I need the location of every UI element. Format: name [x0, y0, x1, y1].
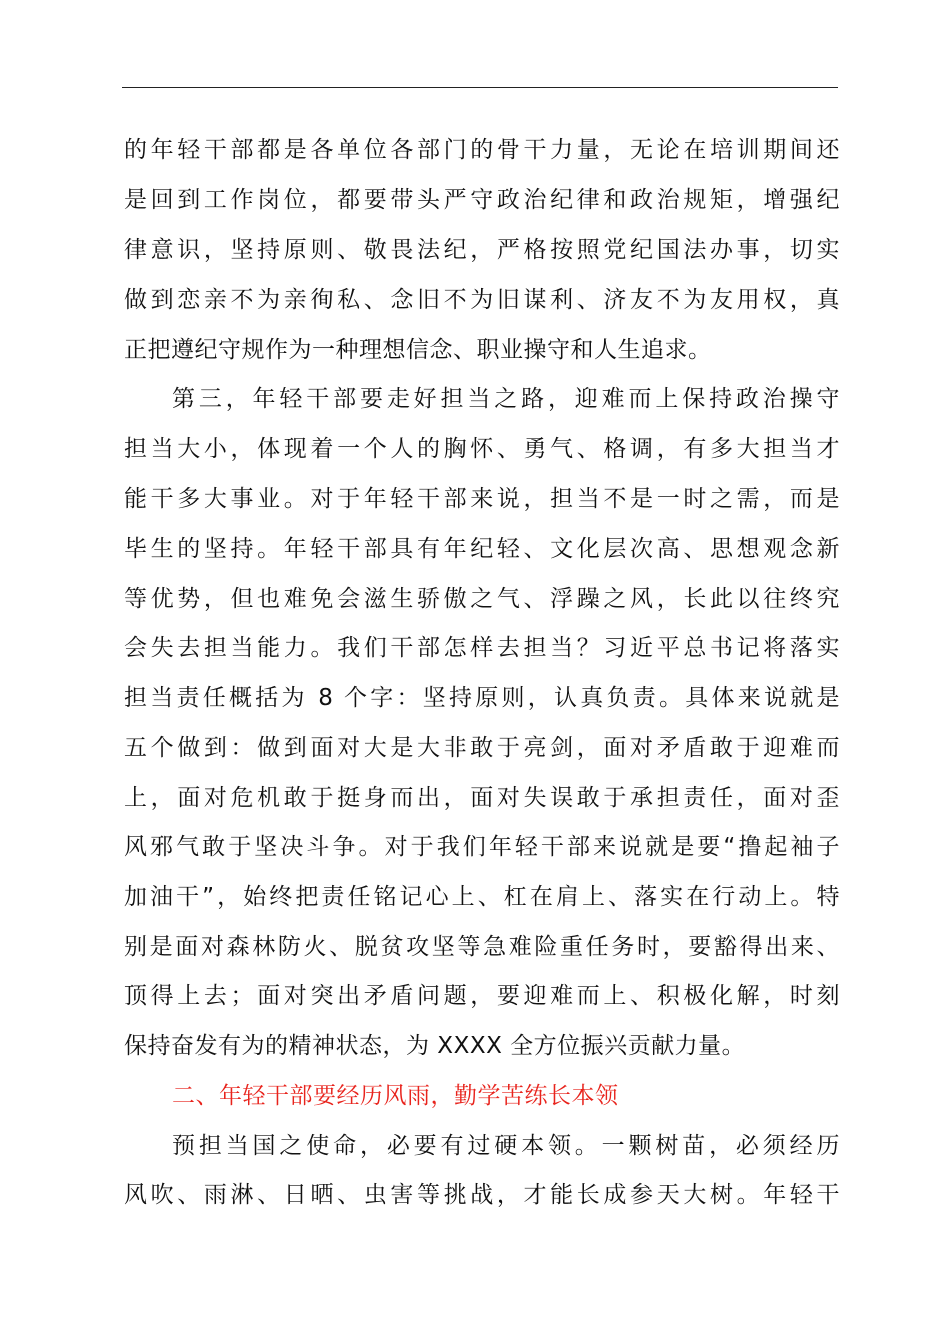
text-line: 正把遵纪守规作为一种理想信念、职业操守和人生追求。 — [124, 337, 712, 363]
text-line: 担当大小，体现着一个人的胸怀、勇气、格调，有多大担当才 — [124, 436, 840, 462]
text-line: 律意识，坚持原则、敬畏法纪，严格按照党纪国法办事，切实 — [124, 237, 840, 263]
text-line: 五个做到：做到面对大是大非敢于亮剑，面对矛盾敢于迎难而 — [124, 735, 840, 761]
text-line: 等优势，但也难免会滋生骄傲之气、浮躁之风，长此以往终究 — [124, 586, 840, 612]
text-line: 担当责任概括为 8 个字：坚持原则，认真负责。具体来说就是 — [124, 685, 840, 711]
text-line: 第三，年轻干部要走好担当之路，迎难而上保持政治操守 — [172, 386, 840, 412]
text-line: 风吹、雨淋、日晒、虫害等挑战，才能长成参天大树。年轻干 — [124, 1182, 840, 1208]
text-line: 上，面对危机敢于挺身而出，面对失误敢于承担责任，面对歪 — [124, 785, 840, 811]
text-line: 是回到工作岗位，都要带头严守政治纪律和政治规矩，增强纪 — [124, 187, 840, 213]
header-rule — [122, 87, 838, 88]
text-line: 风邪气敢于坚决斗争。对于我们年轻干部来说就是要“撸起袖子 — [124, 834, 840, 860]
text-line: 加油干”，始终把责任铭记心上、杠在肩上、落实在行动上。特 — [124, 884, 840, 910]
text-line: 顶得上去；面对突出矛盾问题，要迎难而上、积极化解，时刻 — [124, 983, 840, 1009]
text-line: 能干多大事业。对于年轻干部来说，担当不是一时之需，而是 — [124, 486, 840, 512]
text-line: 会失去担当能力。我们干部怎样去担当？习近平总书记将落实 — [124, 635, 840, 661]
text-line: 保持奋发有为的精神状态，为 XXXX 全方位振兴贡献力量。 — [124, 1033, 746, 1059]
text-line: 预担当国之使命，必要有过硬本领。一颗树苗，必须经历 — [172, 1133, 840, 1159]
text-line: 的年轻干部都是各单位各部门的骨干力量，无论在培训期间还 — [124, 137, 840, 163]
text-line: 毕生的坚持。年轻干部具有年纪轻、文化层次高、思想观念新 — [124, 536, 840, 562]
text-line: 别是面对森林防火、脱贫攻坚等急难险重任务时，要豁得出来、 — [124, 934, 840, 960]
text-line: 做到恋亲不为亲徇私、念旧不为旧谋利、济友不为友用权，真 — [124, 287, 840, 313]
section-heading: 二、年轻干部要经历风雨，勤学苦练长本领 — [172, 1083, 619, 1109]
